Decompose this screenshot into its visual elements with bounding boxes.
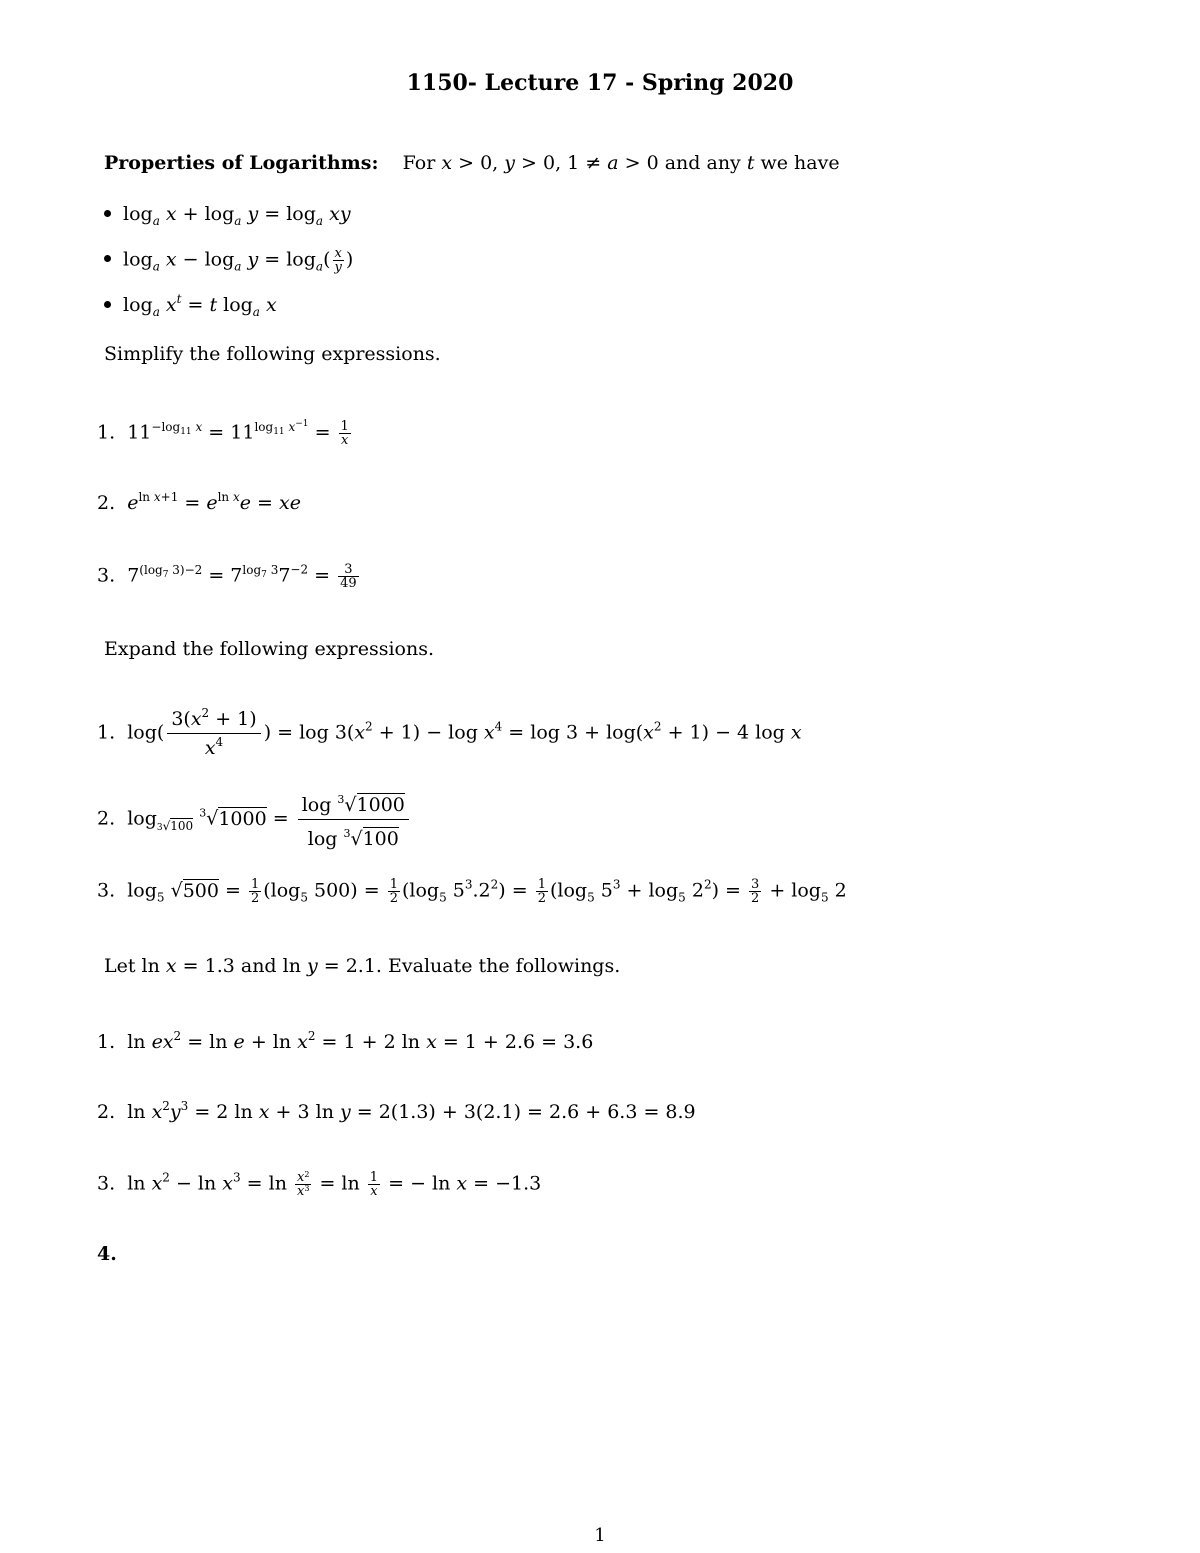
evaluate-item-1: 1. $\ln ex^2 = \ln e + \ln x^2 = 1 + 2$ ln x = 1 + 2.6 = 3.6 (97, 1029, 594, 1053)
bullet-icon (104, 210, 111, 217)
evaluate-item-4: 4. (97, 1243, 117, 1265)
expand-item-1: 1. log( $\frac{3(x^2 + 1)}{x^4}$ ) = $\log 3(x^2 + 1) - \log x^4 = \log 3 + \log(x^2 + 1) - 4$ log x (97, 706, 802, 759)
expand-heading: Expand the following expressions. (104, 638, 435, 660)
page-number: 1 (594, 1525, 606, 1546)
properties-intro (104, 152, 840, 174)
properties-heading: Properties of Logarithms: (104, 152, 379, 174)
expand-item-2: 2. $\log_{3√100} ^3√1000$ = $\frac{\log ^3√1000}{\log ^3√100}$ (97, 788, 412, 851)
rule-2: $\log_a x - \log_a y = \log_a$( $\frac{x}{y}$ ) (104, 247, 353, 274)
expand-item-3: 3. $\log_5 √500$ = $\frac{1}{2}$ ($\log_5$ 500) = $\frac{1}{2}$ ($\log_5$ $5^3.2^2$) = $\frac{1}{2}$ ($\log_5$ $5^3 + \log_5 2^2$) = $\frac{3}{2}$ + $\log_5 2$ (97, 877, 847, 906)
simplify-item-2: 2. $e^{ln x+1} = e^{ln x}e$ = xe (97, 490, 301, 514)
evaluate-item-3: 3. $\ln x^2 - \ln x^3 = \ln$ $\frac{x^2}{x^3}$ = ln $\frac{1}{x}$ = − ln x = −1.3 (97, 1170, 542, 1199)
evaluate-item-2: 2. $\ln x^2y^3 = 2$ ln x + 3 ln y = 2(1.3) + 3(2.1) = 2.6 + 6.3 = 8.9 (97, 1099, 696, 1123)
rule-1: $\log_a x + \log_a y = \log_a$ xy (104, 203, 351, 225)
evaluate-heading: Let ln x = 1.3 and ln y = 2.1. Evaluate the followings. (104, 955, 621, 977)
page-title: 1150- Lecture 17 - Spring 2020 (406, 70, 794, 96)
bullet-icon (104, 255, 111, 262)
simplify-item-3: 3. $7^{(log_7 3)-2} = 7^{log_7 3}7^{-2}$ = $\frac{3}{49}$ (97, 562, 357, 591)
simplify-item-1: 1. $11^{-log_{11} x} = 11^{log_{11} x^{-1}}$ = $\frac{1}{x}$ (97, 418, 349, 448)
rule-3: $\log_a x^t = t$ $\log_a x$ (104, 294, 277, 316)
properties-condition: For x > 0, y > 0, 1 ≠ a > 0 and any t we have (402, 152, 840, 174)
bullet-icon (104, 301, 111, 308)
simplify-heading: Simplify the following expressions. (104, 343, 441, 365)
